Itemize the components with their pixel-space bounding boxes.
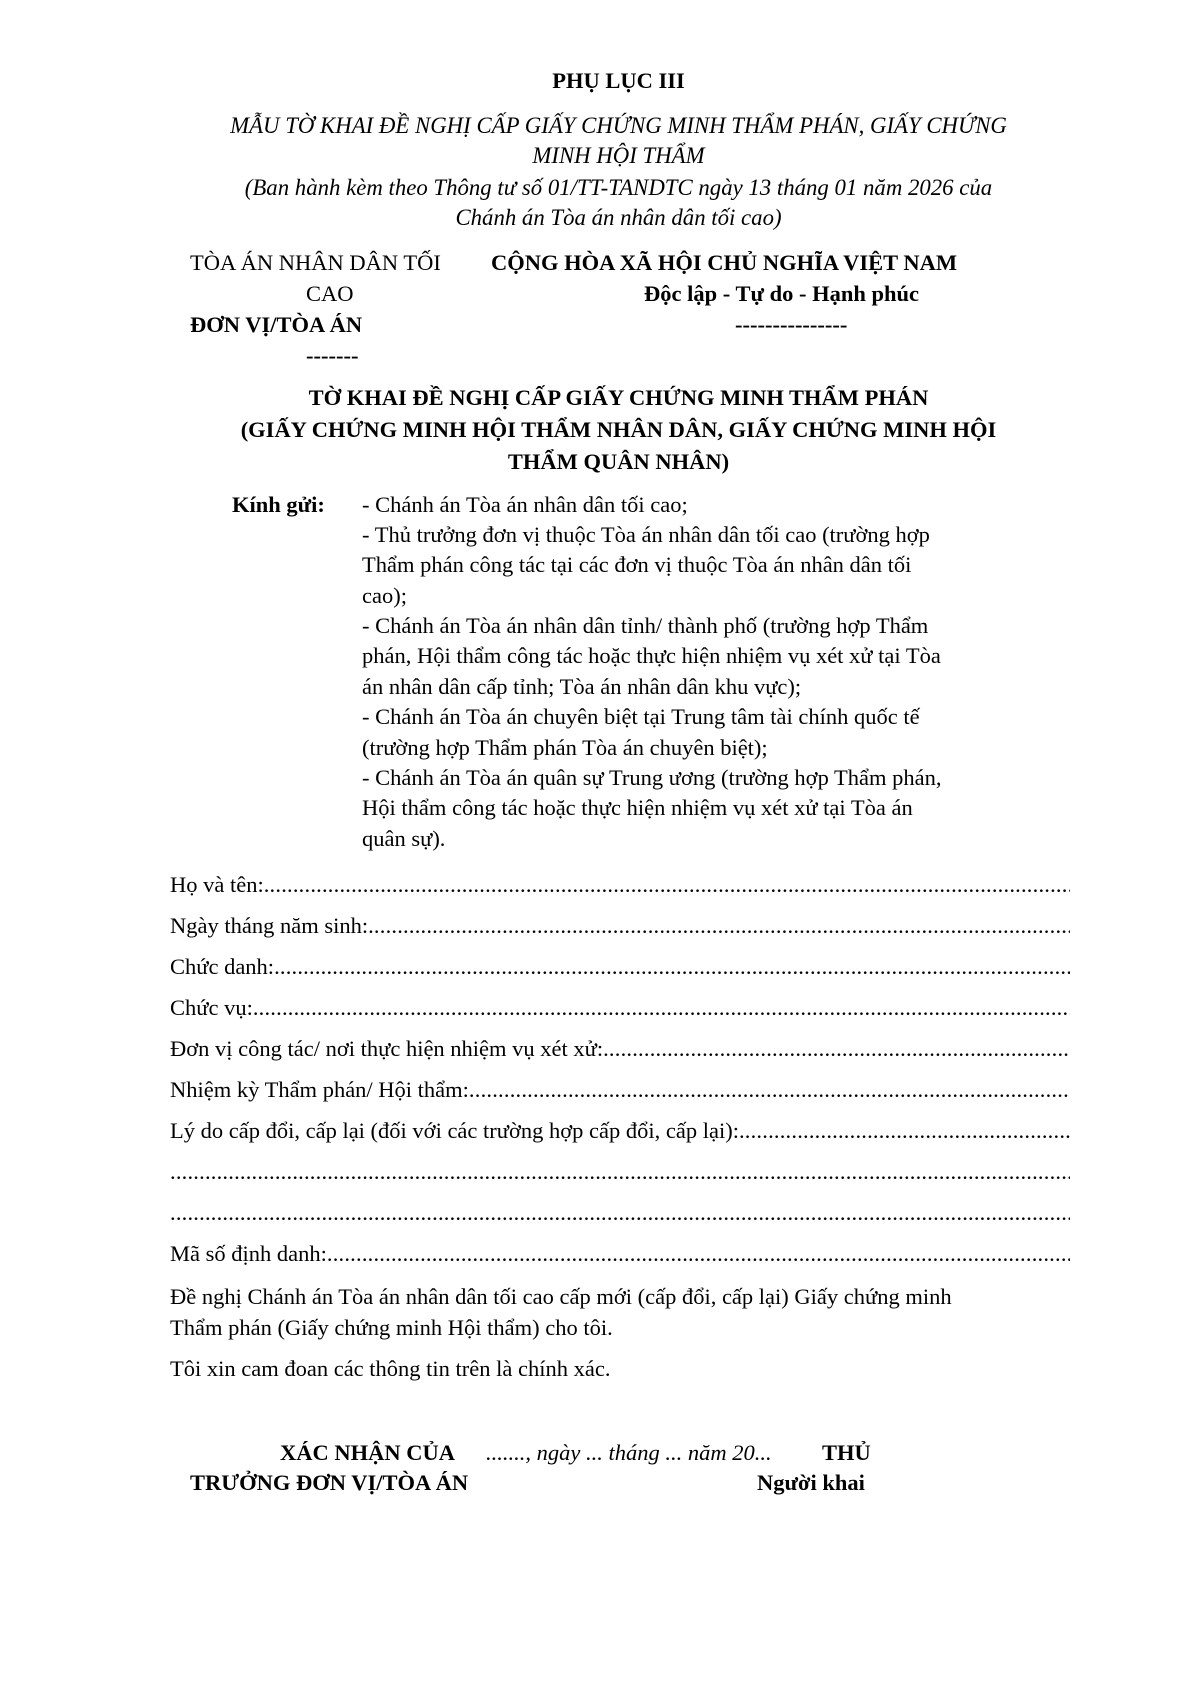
form-title-line2: (GIẤY CHỨNG MINH HỘI THẨM NHÂN DÂN, GIẤY CHỨNG MINH HỘI: [240, 417, 997, 442]
field-label: Chức vụ:: [170, 997, 253, 1020]
recipient-line: - Chánh án Tòa án chuyên biệt tại Trung tâm tài chính quốc tế: [362, 704, 920, 729]
form-title-line3: THẨM QUÂN NHÂN): [507, 449, 730, 474]
appendix-subtitle-line1: MẪU TỜ KHAI ĐỀ NGHỊ CẤP GIẤY CHỨNG MINH THẨM PHÁN, GIẤY CHỨNG: [230, 113, 1007, 138]
recipients-label: Kính gửi:: [232, 492, 325, 517]
field-label: Đơn vị công tác/ nơi thực hiện nhiệm vụ xét xử:: [170, 1038, 604, 1061]
appendix-issued-line2: Chánh án Tòa án nhân dân tối cao): [455, 205, 782, 230]
national-motto: Độc lập - Tự do - Hạnh phúc: [644, 281, 920, 306]
recipient-line: - Chánh án Tòa án nhân dân tối cao;: [362, 492, 688, 517]
declarant-label: Người khai: [757, 1470, 865, 1495]
field-label: Mã số định danh:: [170, 1243, 327, 1266]
pledge-text: Tôi xin cam đoan các thông tin trên là chính xác.: [170, 1356, 611, 1381]
full-name-field[interactable]: [170, 874, 1070, 897]
workplace-field[interactable]: [170, 1038, 1070, 1061]
recipient-line: - Chánh án Tòa án quân sự Trung ương (trường hợp Thẩm phán,: [362, 765, 942, 790]
motto-rule: ---------------: [735, 312, 848, 337]
field-label: Họ và tên:: [170, 874, 264, 897]
court-name-line1: TÒA ÁN NHÂN DÂN TỐI: [190, 250, 441, 275]
birth-date-field[interactable]: [170, 915, 1070, 938]
field-label: Chức danh:: [170, 956, 275, 979]
field-label: Lý do cấp đổi, cấp lại (đối với các trường hợp cấp đổi, cấp lại):: [170, 1120, 739, 1143]
recipient-line: cao);: [362, 583, 407, 608]
recipient-line: phán, Hội thẩm công tác hoặc thực hiện nhiệm vụ xét xử tại Tòa: [362, 643, 941, 668]
national-title: CỘNG HÒA XÃ HỘI CHỦ NGHĨA VIỆT NAM: [491, 250, 958, 275]
appendix-subtitle-line2: MINH HỘI THẨM: [532, 143, 705, 168]
request-line1: Đề nghị Chánh án Tòa án nhân dân tối cao cấp mới (cấp đổi, cấp lại) Giấy chứng minh: [170, 1284, 952, 1309]
unit-name: ĐƠN VỊ/TÒA ÁN: [190, 312, 363, 337]
reason-continuation-line[interactable]: [170, 1161, 1070, 1184]
id-number-field[interactable]: [170, 1243, 1070, 1266]
field-label: Ngày tháng năm sinh:: [170, 915, 369, 938]
recipient-line: Thẩm phán công tác tại các đơn vị thuộc Tòa án nhân dân tối: [362, 552, 912, 577]
unit-rule: -------: [306, 343, 359, 368]
date-line: ......., ngày ... tháng ... năm 20...: [486, 1440, 772, 1465]
recipient-line: quân sự).: [362, 826, 446, 851]
title-field[interactable]: [170, 956, 1070, 979]
confirmation-label: XÁC NHẬN CỦA: [280, 1440, 455, 1465]
recipient-line: (trường hợp Thẩm phán Tòa án chuyên biệt);: [362, 735, 768, 760]
court-name-line2: CAO: [306, 281, 354, 306]
field-label: Nhiệm kỳ Thẩm phán/ Hội thẩm:: [170, 1079, 469, 1102]
term-field[interactable]: [170, 1079, 1070, 1102]
reason-field[interactable]: [170, 1120, 1070, 1143]
recipient-line: - Thủ trưởng đơn vị thuộc Tòa án nhân dân tối cao (trường hợp: [362, 522, 930, 547]
form-title-line1: TỜ KHAI ĐỀ NGHỊ CẤP GIẤY CHỨNG MINH THẨM PHÁN: [308, 385, 929, 410]
appendix-issued-line1: (Ban hành kèm theo Thông tư số 01/TT-TANDTC ngày 13 tháng 01 năm 2026 của: [244, 175, 993, 200]
recipient-line: - Chánh án Tòa án nhân dân tỉnh/ thành phố (trường hợp Thẩm: [362, 613, 929, 638]
appendix-title: PHỤ LỤC III: [552, 68, 685, 93]
reason-continuation-line[interactable]: [170, 1202, 1070, 1225]
confirmation-label-cont: THỦ: [822, 1440, 871, 1465]
recipient-line: án nhân dân cấp tỉnh; Tòa án nhân dân khu vực);: [362, 674, 802, 699]
request-line2: Thẩm phán (Giấy chứng minh Hội thẩm) cho tôi.: [170, 1315, 613, 1340]
confirmation-unit-head: TRƯỞNG ĐƠN VỊ/TÒA ÁN: [190, 1470, 469, 1495]
recipient-line: Hội thẩm công tác hoặc thực hiện nhiệm vụ xét xử tại Tòa án: [362, 795, 913, 820]
position-field[interactable]: [170, 997, 1070, 1020]
